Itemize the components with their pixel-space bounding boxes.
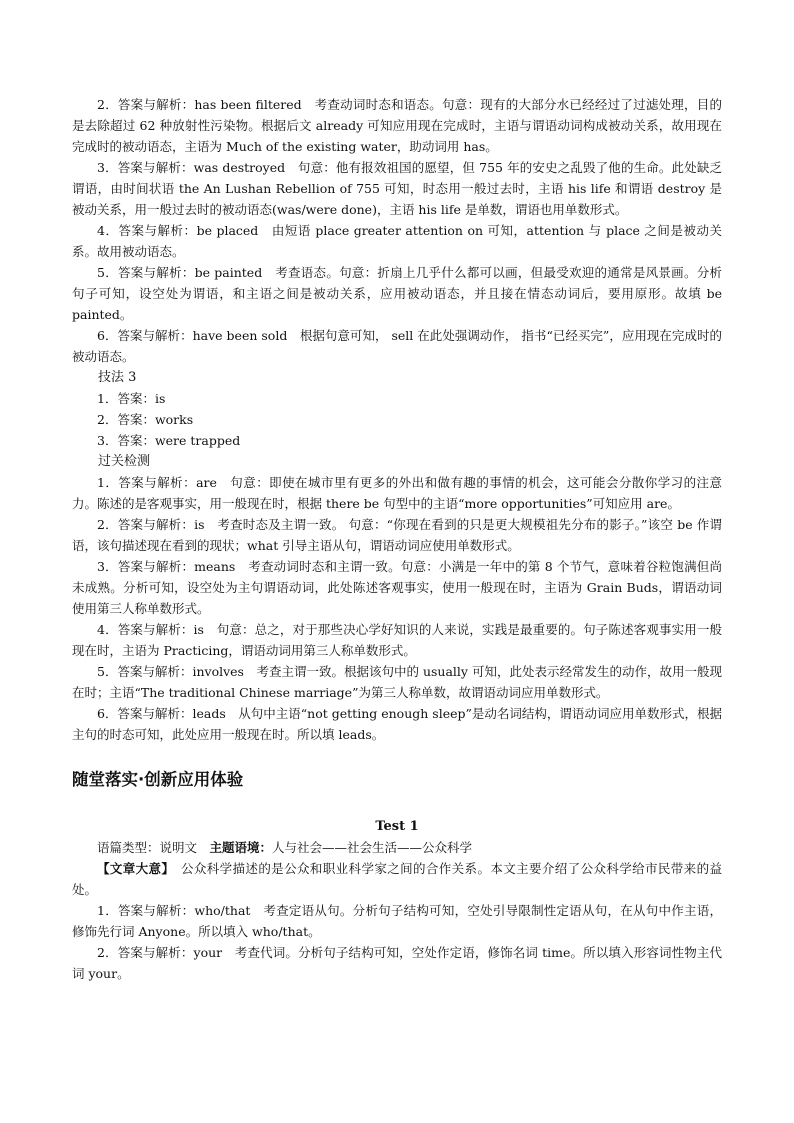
summary-label: 【文章大意】 (97, 861, 169, 876)
answer-paragraph: 3．答案与解析：was destroyed 句意：他有报效祖国的愿望，但 755 年的安史之乱毁了他的生命。此处缺乏谓语，由时间状语 the An Lushan Rebellion of 755 可知，时态用一般过去时，主语 his life 和谓语 destroy 是被动关系，用一般过去时的被动语态(was/were done)，主语 his life 是单数，谓语也用单数形式。 (72, 160, 722, 217)
answer-paragraph: 6．答案与解析：have been sold 根据句意可知， sell 在此处强调动作， 指书“已经买完”，应用现在完成时的被动语态。 (72, 328, 722, 364)
answer-paragraph: 1．答案与解析：who/that 考查定语从句。分析句子结构可知，空处引导限制性定语从句，在从句中作主语，修饰先行词 Anyone。所以填入 who/that。 (72, 903, 722, 939)
answer-paragraph: 3．答案与解析：means 考查动词时态和主谓一致。句意：小满是一年中的第 8 个节气，意味着谷粒饱满但尚未成熟。分析可知，设空处为主句谓语动词，此处陈述客观事实，使用一般现在时，主语为 Grain Buds，谓语动词使用第三人称单数形式。 (72, 559, 722, 616)
check-title: 过关检测 (98, 454, 151, 469)
summary-text: 公众科学描述的是公众和职业科学家之间的合作关系。本文主要介绍了公众科学给市民带来的益处。 (72, 861, 722, 897)
answer-paragraph: 5．答案与解析：be painted 考查语态。句意：折扇上几乎什么都可以画，但最受欢迎的通常是风景画。分析句子可知，设空处为谓语，和主语之间是被动关系，应用被动语态，并且接在情态动词后，要用原形。故填 be painted。 (72, 265, 722, 322)
answer-line: 2．答案：works (97, 412, 194, 427)
context-label: 主题语境： (209, 840, 273, 855)
answer-paragraph: 4．答案与解析：be placed 由短语 place greater attention on 可知，attention 与 place 之间是被动关系。故用被动语态。 (72, 223, 722, 259)
answer-paragraph: 6．答案与解析：leads 从句中主语“not getting enough sleep”是动名词结构，谓语动词应用单数形式，根据主句的时态可知，此处应用一般现在时。所以填 leads。 (72, 706, 722, 742)
test-title: Test 1 (375, 819, 419, 834)
skill-3-section (72, 367, 722, 451)
answer-paragraph: 4．答案与解析：is 句意：总之，对于那些决心学好知识的人来说，实践是最重要的。句子陈述客观事实用一般现在时，主语为 Practicing，谓语动词用第三人称单数形式。 (72, 622, 722, 658)
answer-paragraph: 2．答案与解析：is 考查时态及主谓一致。 句意：“你现在看到的只是更大规模祖先分布的影子。”该空 be 作谓语，该句描述现在看到的现状；what 引导主语从句，谓语动词应使用单数形式。 (72, 517, 722, 553)
genre-line (72, 837, 722, 858)
section-heading: 随堂落实·创新应用体验 (72, 770, 244, 789)
summary-paragraph (72, 858, 722, 900)
skill-3-title: 技法 3 (98, 370, 137, 385)
test-1-section (72, 816, 722, 984)
document-page (72, 94, 722, 984)
answer-paragraph: 2．答案与解析：has been filtered 考查动词时态和语态。句意：现有的大部分水已经经过了过滤处理，目的是去除超过 62 种放射性污染物。根据后文 already 可知应用现在完成时，主语与谓语动词构成被动关系，故用现在完成时的被动语态，主语为 Much of the existing water，助动词用 has。 (72, 97, 722, 154)
answer-paragraph: 2．答案与解析：your 考查代词。分析句子结构可知，空处作定语，修饰名词 time。所以填入形容词性物主代词 your。 (72, 945, 722, 981)
check-section (72, 451, 722, 745)
answer-paragraph: 1．答案与解析：are 句意：即使在城市里有更多的外出和做有趣的事情的机会，这可能会分散你学习的注意力。陈述的是客观事实，用一般现在时，根据 there be 句型中的主语“more opportunities”可知应用 are。 (72, 475, 722, 511)
answer-line: 3．答案：were trapped (97, 433, 241, 448)
genre-label: 语篇类型：说明文 (97, 840, 198, 855)
answer-paragraph: 5．答案与解析：involves 考查主谓一致。根据该句中的 usually 可知，此处表示经常发生的动作，故用一般现在时；主语“The traditional Chinese marriage”为第三人称单数，故谓语动词应用单数形式。 (72, 664, 722, 700)
context-value: 人与社会——社会生活——公众科学 (272, 840, 473, 855)
answer-line: 1．答案：is (97, 391, 166, 406)
answer-section-1 (72, 94, 722, 367)
